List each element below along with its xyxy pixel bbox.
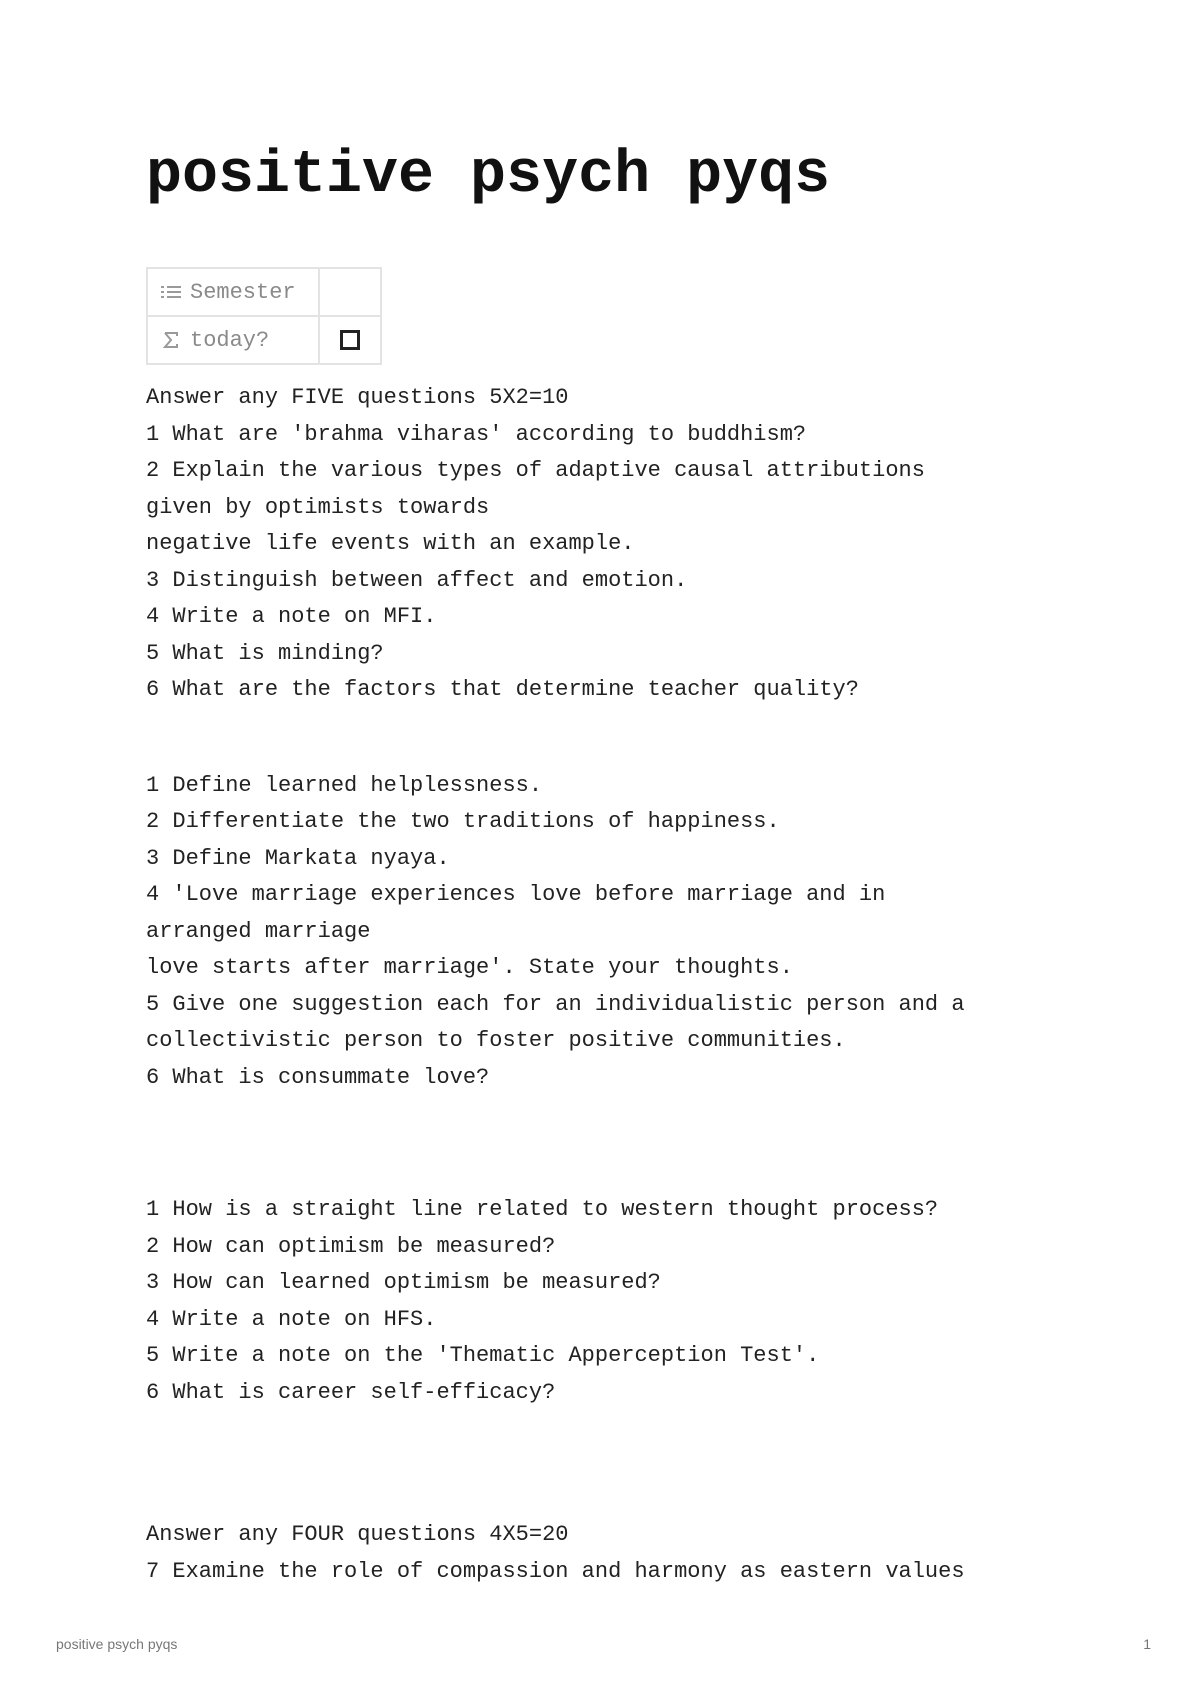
property-semester[interactable] xyxy=(147,268,319,316)
question-section-2 xyxy=(146,768,1096,1097)
question-line: 2 Differentiate the two traditions of happiness. xyxy=(146,809,780,834)
question-line: 6 What are the factors that determine teacher quality? xyxy=(146,677,859,702)
question-line: 5 Write a note on the 'Thematic Apperception Test'. xyxy=(146,1343,820,1368)
property-today[interactable] xyxy=(147,316,319,364)
today-checkbox[interactable] xyxy=(340,330,360,350)
page-title: positive psych pyqs xyxy=(146,142,831,210)
question-line: 4 Write a note on HFS. xyxy=(146,1306,437,1332)
question-line: 5 What is minding? xyxy=(146,640,384,666)
footer-document-title: positive psych pyqs xyxy=(56,1636,178,1652)
question-line: 3 Distinguish between affect and emotion. xyxy=(146,567,688,593)
question-section-4 xyxy=(146,1517,1096,1590)
property-today-value xyxy=(319,316,381,364)
question-line: 6 What is career self-efficacy? xyxy=(146,1379,556,1405)
section-spacer xyxy=(146,1411,1096,1517)
question-line: 2 Explain the various types of adaptive causal attributions xyxy=(146,458,925,483)
section-spacer xyxy=(146,1096,1096,1192)
question-line: given by optimists towards xyxy=(146,494,490,520)
property-semester-label: Semester xyxy=(190,279,296,305)
question-line: 3 Define Markata nyaya. xyxy=(146,845,450,871)
section-heading: Answer any FIVE questions 5X2=10 xyxy=(146,385,569,410)
question-line: 3 How can learned optimism be measured? xyxy=(146,1270,661,1295)
question-section-1 xyxy=(146,380,1096,709)
question-line: 5 Give one suggestion each for an individualistic person and a xyxy=(146,991,965,1017)
property-today-label: today? xyxy=(190,327,270,353)
question-line: 4 'Love marriage experiences love before marriage and in xyxy=(146,882,886,907)
question-section-3 xyxy=(146,1192,1096,1411)
question-line: 2 How can optimism be measured? xyxy=(146,1233,556,1259)
list-icon xyxy=(160,283,182,301)
question-line: collectivistic person to foster positive communities. xyxy=(146,1028,846,1053)
question-line: arranged marriage xyxy=(146,918,371,944)
properties-table xyxy=(146,267,382,365)
question-line: love starts after marriage'. State your thoughts. xyxy=(146,955,793,980)
property-row-semester xyxy=(147,268,381,316)
property-semester-value[interactable] xyxy=(319,268,381,316)
question-line: 1 Define learned helplessness. xyxy=(146,772,543,798)
section-spacer xyxy=(146,709,1096,768)
question-line: negative life events with an example. xyxy=(146,531,635,556)
sigma-icon xyxy=(160,330,182,350)
question-line: 7 Examine the role of compassion and harmony as eastern values xyxy=(146,1558,965,1584)
footer-page-number: 1 xyxy=(1143,1636,1151,1652)
section-heading: Answer any FOUR questions 4X5=20 xyxy=(146,1522,569,1547)
document-body xyxy=(146,380,1096,1590)
question-line: 1 What are 'brahma viharas' according to buddhism? xyxy=(146,421,807,447)
question-line: 4 Write a note on MFI. xyxy=(146,604,437,629)
question-line: 1 How is a straight line related to western thought process? xyxy=(146,1197,939,1222)
property-row-today xyxy=(147,316,381,364)
question-line: 6 What is consummate love? xyxy=(146,1064,490,1090)
